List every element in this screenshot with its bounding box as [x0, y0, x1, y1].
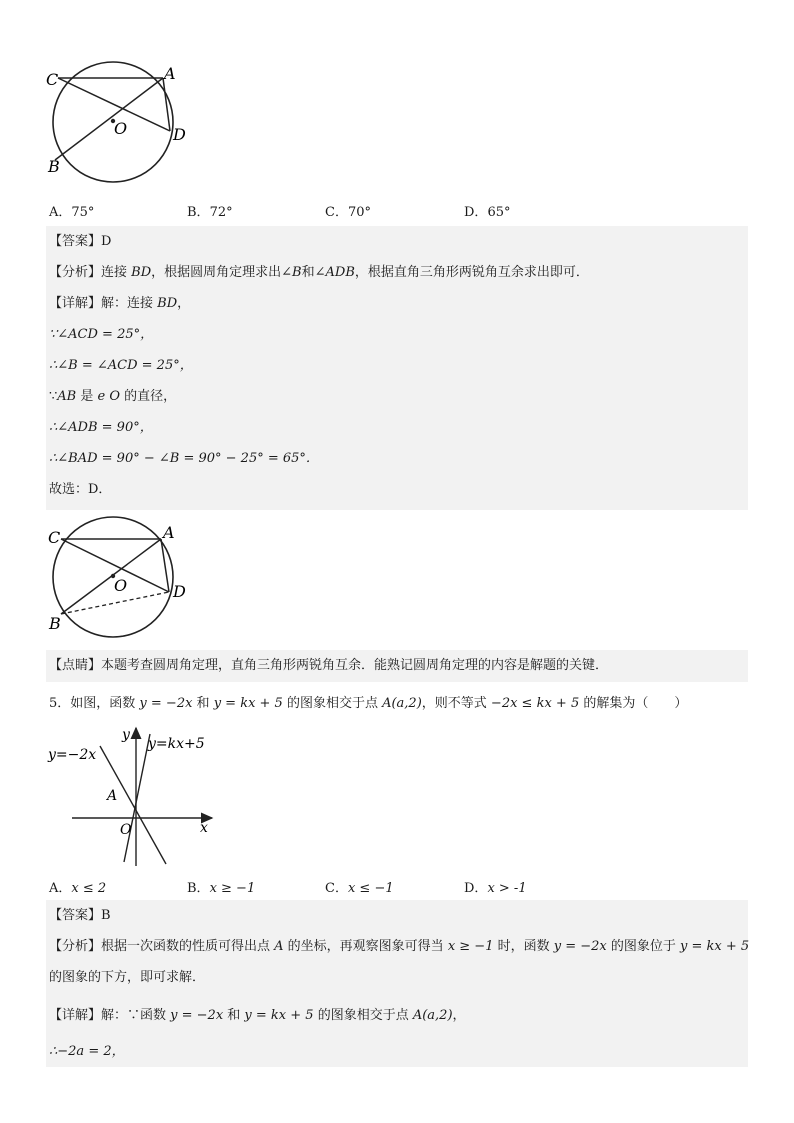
chord-ab [55, 78, 163, 160]
answer-line: 【答案】D [49, 234, 112, 249]
circle-figure-1 [40, 60, 200, 190]
chord-ad [163, 78, 170, 131]
line-y-kx5 [124, 734, 150, 862]
label-d: D [173, 125, 186, 144]
detail-line-5: ∴∠ADB = 90°， [49, 420, 153, 435]
option-a: A．75° [49, 205, 95, 220]
detail-line-7: 故选：D． [49, 482, 112, 497]
q5-option-b: B．x ≥ −1 [187, 881, 256, 896]
q5-option-d: D．x > -1 [464, 881, 527, 896]
q5-detail-line-1: 【详解】解：∵函数 y = −2x 和 y = kx + 5 的图象相交于点 A(a,2)， [49, 1008, 466, 1023]
graph-label-o: O [120, 822, 132, 838]
circle-figure-2 [46, 515, 188, 643]
label-a: A [164, 64, 176, 83]
chord-bd-dashed [61, 592, 169, 614]
graph-label-a: A [107, 788, 118, 804]
label-d-2: D [173, 582, 186, 601]
q5-answer-line: 【答案】B [49, 908, 111, 923]
q5-analysis-line-1: 【分析】根据一次函数的性质可得出点 A 的坐标，再观察图象可得当 x ≥ −1 时，函数 y = −2x 的图象位于 y = kx + 5 [49, 939, 750, 954]
comment-line: 【点睛】本题考查圆周角定理，直角三角形两锐角互余．能熟记圆周角定理的内容是解题的关键． [49, 658, 609, 673]
q5-detail-line-2: ∴−2a = 2， [49, 1044, 125, 1059]
question-5: 5．如图，函数 y = −2x 和 y = kx + 5 的图象相交于点 A(a,2)，则不等式 −2x ≤ kx + 5 的解集为（ ） [49, 696, 688, 711]
label-c: C [46, 70, 59, 89]
graph-label-line1: y=−2x [48, 747, 97, 763]
label-b: B [48, 157, 60, 176]
option-c: C．70° [325, 205, 371, 220]
graph-label-x: x [200, 820, 208, 836]
label-o-2: O [114, 576, 128, 595]
graph-label-y: y [122, 727, 130, 743]
label-b-2: B [49, 614, 61, 633]
detail-line-4: ∵AB 是 e O 的直径， [49, 389, 177, 404]
label-a-2: A [163, 523, 175, 542]
label-o: O [114, 119, 128, 138]
detail-line-1: 【详解】解：连接 BD， [49, 296, 191, 311]
graph-label-line2: y=kx+5 [148, 736, 205, 752]
q5-option-c: C．x ≤ −1 [325, 881, 394, 896]
label-c-2: C [48, 528, 61, 547]
option-d: D．65° [464, 205, 511, 220]
q5-option-a: A．x ≤ 2 [49, 881, 107, 896]
detail-line-3: ∴∠B = ∠ACD = 25°， [49, 358, 193, 373]
graph-figure [44, 722, 224, 872]
option-b: B．72° [187, 205, 233, 220]
q5-analysis-line-2: 的图象的下方，即可求解． [49, 970, 206, 985]
detail-line-2: ∵∠ACD = 25°， [49, 327, 154, 342]
analysis-line: 【分析】连接 BD，根据圆周角定理求出∠B和∠ADB，根据直角三角形两锐角互余求出即可． [49, 265, 589, 280]
line-y-neg2x [100, 746, 166, 864]
detail-line-6: ∴∠BAD = 90° − ∠B = 90° − 25° = 65°． [49, 451, 319, 466]
